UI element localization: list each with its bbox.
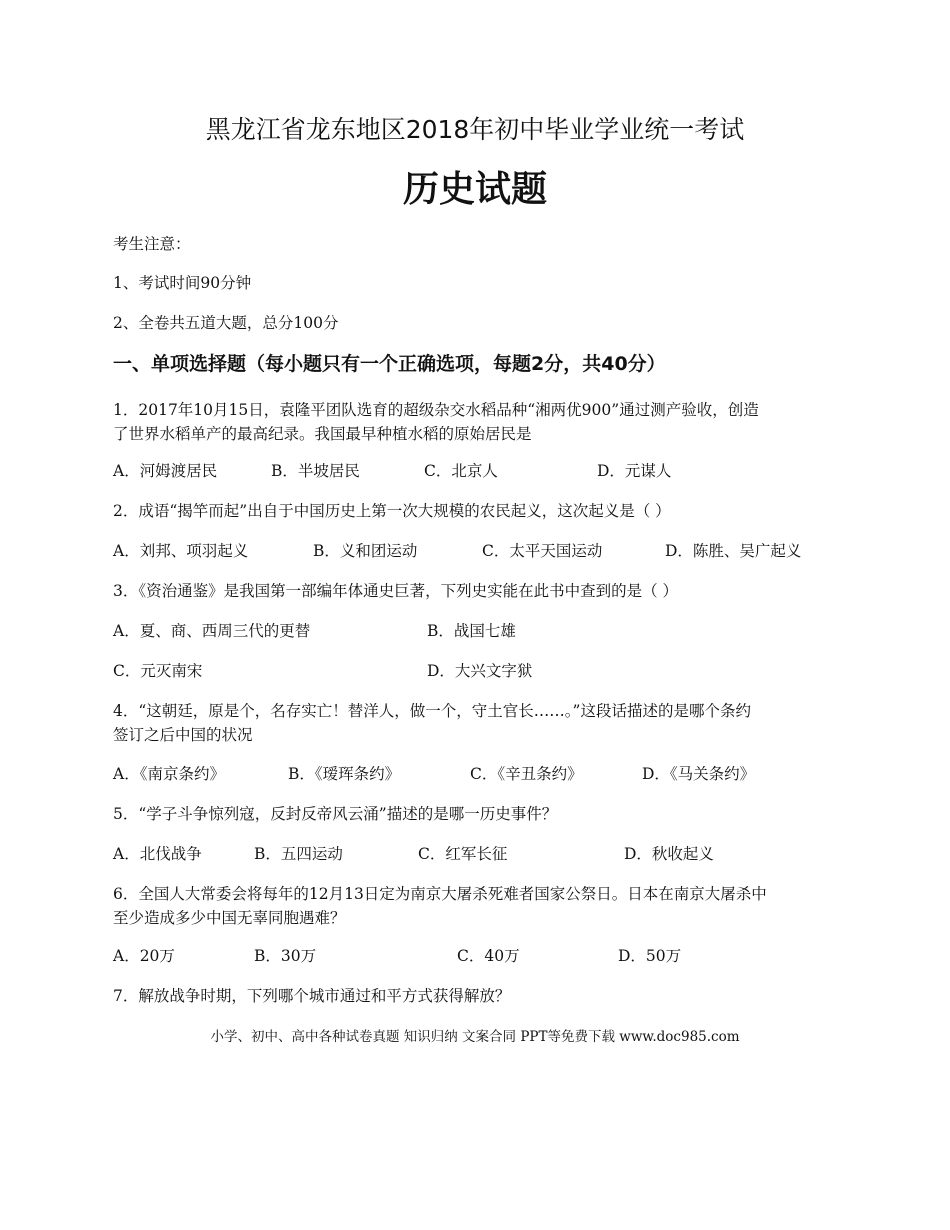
- question-3-option-b: B．战国七雄: [427, 622, 516, 640]
- question-5-option-d: D．秋收起义: [624, 845, 714, 863]
- question-5-stem: 5．“学子斗争惊列寇，反封反帝风云涌”描述的是哪一历史事件？: [113, 805, 558, 823]
- question-5-option-b: B．五四运动: [254, 845, 343, 863]
- question-6-option-b: B．30万: [254, 947, 317, 965]
- question-3-option-a: A．夏、商、西周三代的更替: [113, 622, 311, 640]
- question-5-option-c: C．红军长征: [418, 845, 508, 863]
- question-2-option-d: D．陈胜、吴广起义: [665, 542, 802, 560]
- question-4-option-a: A．《南京条约》: [113, 765, 225, 783]
- exam-subtitle: 历史试题: [402, 169, 547, 210]
- exam-title: 黑龙江省龙东地区2018年初中毕业学业统一考试: [205, 115, 745, 144]
- question-6-stem-line-2: 至少造成多少中国无辜同胞遇难？: [113, 909, 346, 927]
- question-2-option-b: B．义和团运动: [313, 542, 418, 560]
- question-3-stem: 3．《资治通鉴》是我国第一部编年体通史巨著，下列史实能在此书中查到的是（ ）: [113, 582, 679, 600]
- question-4-option-d: D．《马关条约》: [642, 765, 756, 783]
- question-4-stem-line-2: 签订之后中国的状况: [113, 726, 253, 744]
- question-1-option-a: A．河姆渡居民: [113, 462, 218, 480]
- question-1-stem-line-1: 1．2017年10月15日，袁隆平团队选育的超级杂交水稻品种“湘两优900”通过测产验收，创造: [113, 401, 759, 419]
- question-1-option-b: B．半坡居民: [271, 462, 360, 480]
- question-6-stem-line-1: 6．全国人大常委会将每年的12月13日定为南京大屠杀死难者国家公祭日。日本在南京大屠杀中: [113, 885, 767, 903]
- question-1-stem-line-2: 了世界水稻单产的最高纪录。我国最早种植水稻的原始居民是: [113, 425, 532, 443]
- section-title: 一、单项选择题（每小题只有一个正确选项，每题2分，共40分）: [113, 353, 666, 375]
- question-3-option-d: D．大兴文字狱: [427, 662, 533, 680]
- note-item-2: 2、全卷共五道大题，总分100分: [113, 314, 339, 332]
- question-3-option-c: C．元灭南宋: [113, 662, 203, 680]
- question-1-option-d: D．元谋人: [597, 462, 672, 480]
- question-2-stem: 2．成语“揭竿而起”出自于中国历史上第一次大规模的农民起义，这次起义是（ ）: [113, 502, 671, 520]
- page-footer: 小学、初中、高中各种试卷真题 知识归纳 文案合同 PPT等免费下载 www.doc985.com: [210, 1029, 740, 1045]
- question-6-option-c: C．40万: [457, 947, 520, 965]
- note-item-1: 1、考试时间90分钟: [113, 274, 252, 292]
- question-1-option-c: C．北京人: [424, 462, 498, 480]
- question-6-option-a: A．20万: [113, 947, 175, 965]
- notes-heading: 考生注意：: [113, 235, 191, 253]
- question-6-option-d: D．50万: [618, 947, 682, 965]
- question-7-stem: 7．解放战争时期，下列哪个城市通过和平方式获得解放？: [113, 987, 511, 1005]
- question-5-option-a: A．北伐战争: [113, 845, 202, 863]
- question-4-option-c: C．《辛丑条约》: [470, 765, 583, 783]
- question-4-option-b: B．《瑷珲条约》: [288, 765, 401, 783]
- question-4-stem-line-1: 4．“这朝廷，原是个，名存实亡！替洋人，做一个，守土官长……。”这段话描述的是哪个条约: [113, 702, 751, 720]
- question-2-option-a: A．刘邦、项羽起义: [113, 542, 249, 560]
- question-2-option-c: C．太平天国运动: [482, 542, 603, 560]
